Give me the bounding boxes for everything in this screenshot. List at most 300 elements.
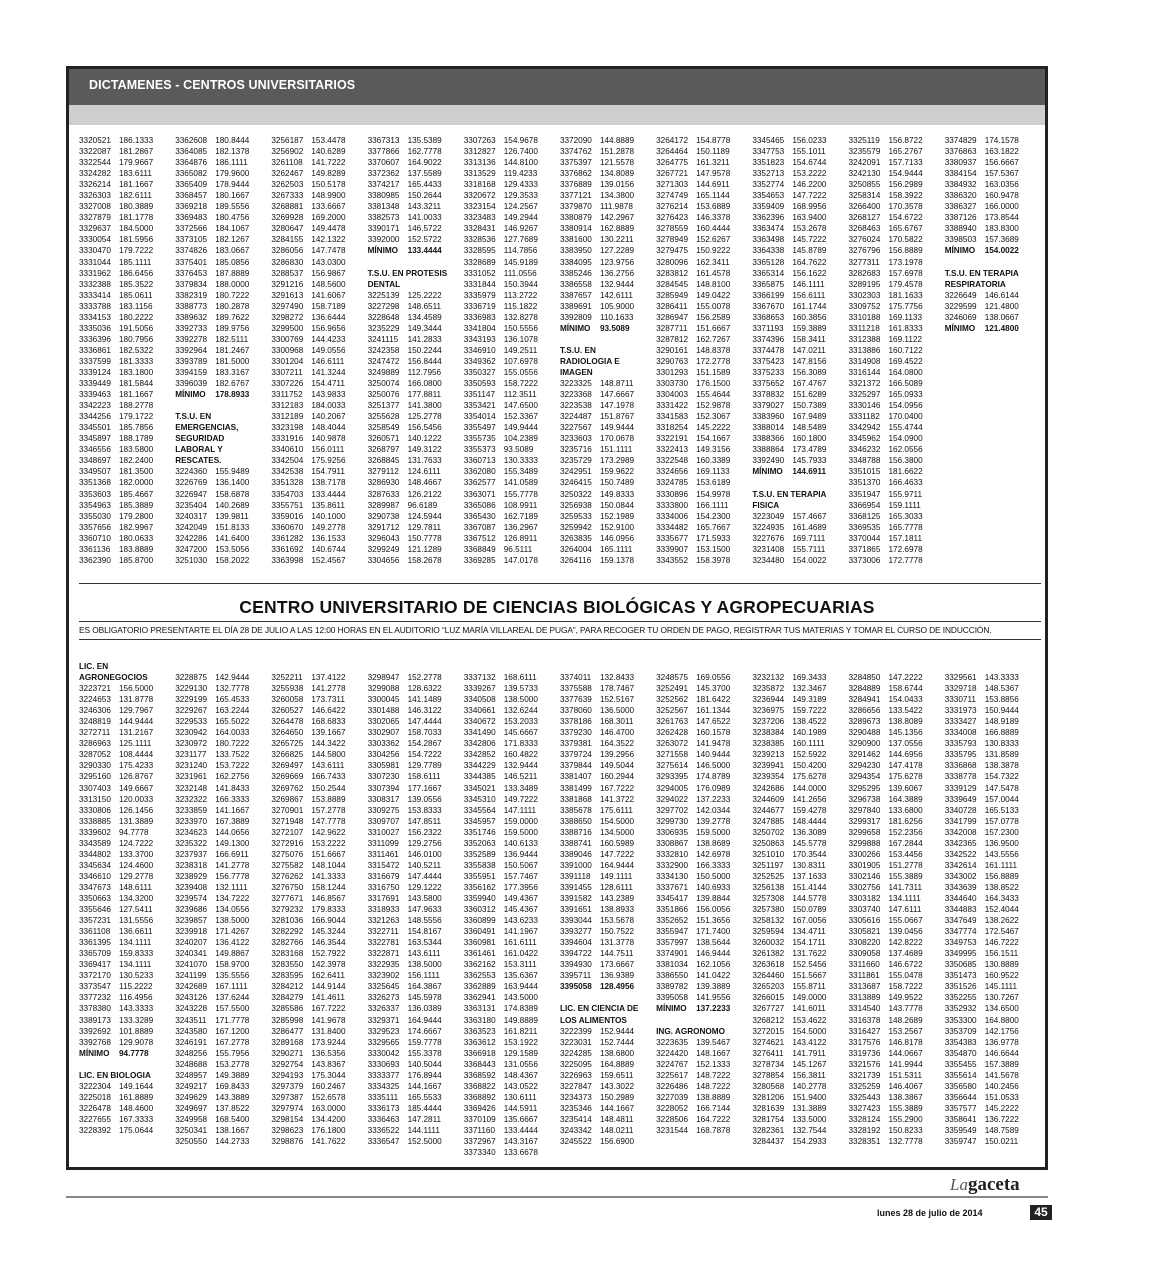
applicant-id: 3389173 <box>79 1015 111 1025</box>
score: 153.8856 <box>984 695 1019 705</box>
score: 153.2678 <box>792 224 827 234</box>
result-row <box>656 771 752 782</box>
applicant-id: 3264116 <box>559 555 592 565</box>
applicant-id: 3278854 <box>752 1070 785 1080</box>
applicant-id: 3360981 <box>463 938 496 948</box>
applicant-id: 3351370 <box>848 478 881 488</box>
score: 123.9756 <box>599 257 635 267</box>
result-row <box>560 937 656 948</box>
applicant-id: 3340661 <box>463 706 496 716</box>
score: 155.7778 <box>503 489 538 499</box>
result-row <box>175 959 271 970</box>
applicant-id: 3247200 <box>175 544 208 554</box>
score: 146.6111 <box>311 356 345 366</box>
applicant-id: 3284545 <box>656 279 688 289</box>
score: 165.3033 <box>888 511 923 521</box>
applicant-id: 3347753 <box>752 147 785 157</box>
applicant-id: 3263072 <box>656 739 688 749</box>
applicant-id: 3248957 <box>175 1070 208 1080</box>
result-row <box>271 378 367 389</box>
score: 162.8889 <box>599 224 635 234</box>
score: 147.0211 <box>792 345 826 355</box>
applicant-id: 3228648 <box>367 312 400 322</box>
score: 181.3333 <box>119 356 154 366</box>
score: 138.7178 <box>311 478 346 488</box>
result-row <box>560 223 656 234</box>
result-row <box>560 1026 656 1037</box>
score: 181.6256 <box>888 816 923 826</box>
score: 160.3389 <box>696 456 731 466</box>
result-row <box>175 705 271 716</box>
cu-title: CENTRO UNIVERSITARIO DE CIENCIAS BIOLÓGICAS Y AGROPECUARIAS <box>239 597 875 617</box>
result-row <box>271 1114 367 1125</box>
score: 160.4444 <box>696 224 731 234</box>
score: 144.0000 <box>792 783 827 793</box>
applicant-id: 3323198 <box>271 423 304 433</box>
result-row <box>752 981 848 992</box>
score: 138.2622 <box>984 916 1019 926</box>
score: 164.0033 <box>215 728 250 738</box>
result-row <box>271 771 367 782</box>
score: 155.7956 <box>215 1048 250 1058</box>
result-row <box>271 760 367 771</box>
score: 146.6722 <box>888 960 923 970</box>
score: 130.3333 <box>503 456 538 466</box>
result-row <box>560 477 656 488</box>
result-row <box>464 882 560 893</box>
applicant-id: 3279112 <box>367 467 399 477</box>
score: 151.5667 <box>792 971 827 981</box>
score: 111.0556 <box>503 268 537 278</box>
applicant-id: 3336522 <box>367 1125 400 1135</box>
result-row <box>464 871 560 882</box>
result-row <box>368 477 464 488</box>
score: 152.5456 <box>792 960 827 970</box>
applicant-id: 3307211 <box>271 367 303 377</box>
program-name: SEGURIDAD <box>175 434 225 444</box>
applicant-id: 3311461 <box>367 849 399 859</box>
score: 134.5000 <box>599 827 635 837</box>
result-row <box>79 926 175 937</box>
applicant-id: 3391000 <box>559 860 592 870</box>
score: 121.4800 <box>984 301 1019 311</box>
result-row <box>175 555 271 566</box>
result-row <box>656 466 752 477</box>
applicant-id: 3334008 <box>944 728 977 738</box>
applicant-id: 3334325 <box>367 1081 400 1091</box>
result-row <box>752 367 848 378</box>
result-row <box>656 1059 752 1070</box>
applicant-id: 3362941 <box>463 993 496 1003</box>
result-row <box>368 212 464 223</box>
score: 148.8100 <box>696 279 731 289</box>
applicant-id: 3250322 <box>559 489 592 499</box>
score: 154.2300 <box>696 511 731 521</box>
score: 135.6667 <box>503 1114 538 1124</box>
result-row <box>271 268 367 279</box>
result-row <box>945 992 1041 1003</box>
applicant-id: 3341490 <box>463 728 496 738</box>
result-row <box>849 1136 945 1147</box>
applicant-id: 3355614 <box>944 1070 977 1080</box>
score: 140.2067 <box>311 412 346 422</box>
results-column <box>464 135 560 575</box>
score: 105.9000 <box>599 301 635 311</box>
results-column <box>752 661 848 1161</box>
applicant-id: 3387126 <box>944 213 977 223</box>
applicant-id: 3231408 <box>752 544 785 554</box>
applicant-id: 3368592 <box>463 1070 496 1080</box>
result-row <box>560 511 656 522</box>
score: 141.1667 <box>215 805 250 815</box>
score: 148.4811 <box>599 1114 634 1124</box>
applicant-id: 3226478 <box>79 1103 111 1113</box>
score: 147.7222 <box>599 849 635 859</box>
result-row <box>464 1136 560 1147</box>
applicant-id: 3238384 <box>752 728 785 738</box>
result-row <box>752 179 848 190</box>
result-row <box>175 1059 271 1070</box>
score: 147.6111 <box>888 905 922 915</box>
applicant-id: 3305821 <box>848 927 881 937</box>
score: 172.6978 <box>888 544 923 554</box>
score: 162.7267 <box>696 334 731 344</box>
score: 167.1111 <box>215 982 248 992</box>
score: 132.1111 <box>215 882 248 892</box>
applicant-id: 3226769 <box>175 478 208 488</box>
score: 179.1722 <box>119 412 154 422</box>
applicant-id: 3258132 <box>752 916 785 926</box>
score: 185.8700 <box>119 555 154 565</box>
result-row <box>752 1136 848 1147</box>
result-row <box>175 948 271 959</box>
score: 93.5089 <box>599 323 630 333</box>
applicant-id: 3232322 <box>175 794 208 804</box>
result-row <box>945 1136 1041 1147</box>
applicant-id: 3350327 <box>463 367 496 377</box>
result-row <box>752 694 848 705</box>
applicant-id: 3338885 <box>79 816 111 826</box>
result-row <box>464 1015 560 1026</box>
score: 162.1056 <box>696 960 731 970</box>
score: 152.5000 <box>407 1137 442 1147</box>
result-row <box>271 135 367 146</box>
score: 145.1356 <box>888 728 923 738</box>
result-row <box>271 400 367 411</box>
result-row <box>464 1081 560 1092</box>
result-row <box>464 378 560 389</box>
score: 161.8211 <box>503 1026 538 1036</box>
score: 155.0667 <box>888 916 923 926</box>
applicant-id: 3386558 <box>559 279 592 289</box>
applicant-id: 3270901 <box>271 805 304 815</box>
score: 175.0644 <box>119 1125 154 1135</box>
applicant-id: 3392809 <box>559 312 592 322</box>
score: 183.1800 <box>119 367 154 377</box>
result-row <box>464 245 560 256</box>
score: 129.9078 <box>119 1037 154 1047</box>
applicant-id: 3312189 <box>271 412 304 422</box>
applicant-id: MÍNIMO <box>944 246 976 256</box>
result-row <box>464 257 560 268</box>
result-row <box>849 400 945 411</box>
result-row <box>464 1125 560 1136</box>
result-row <box>175 245 271 256</box>
applicant-id: 3226947 <box>175 489 208 499</box>
score: 143.6111 <box>407 949 441 959</box>
score: 153.4622 <box>792 1015 827 1025</box>
score: 144.6911 <box>792 467 827 477</box>
result-row <box>79 1059 175 1070</box>
score: 149.0422 <box>696 290 731 300</box>
score: 138.5644 <box>696 938 731 948</box>
result-row <box>656 444 752 455</box>
applicant-id: 3311218 <box>848 323 880 333</box>
applicant-id: 3264775 <box>656 158 688 168</box>
result-row <box>849 323 945 334</box>
result-row <box>368 489 464 500</box>
applicant-id: 3356580 <box>944 1081 977 1091</box>
result-row <box>79 135 175 146</box>
applicant-id: 3278559 <box>656 224 688 234</box>
applicant-id: 3263835 <box>559 533 592 543</box>
applicant-id: 3291216 <box>271 279 304 289</box>
result-row <box>656 489 752 500</box>
applicant-id: 3342852 <box>463 750 496 760</box>
score: 189.7622 <box>215 312 250 322</box>
applicant-id: 3243342 <box>559 1125 592 1135</box>
score: 159.5000 <box>696 827 731 837</box>
result-row <box>945 290 1041 301</box>
result-row <box>849 794 945 805</box>
score: 143.3333 <box>119 1004 154 1014</box>
result-row <box>560 500 656 511</box>
result-row <box>752 522 848 533</box>
score: 170.5822 <box>888 235 923 245</box>
score: 182.2400 <box>119 456 154 466</box>
applicant-id: 3255938 <box>271 684 304 694</box>
score: 152.2778 <box>407 673 442 683</box>
result-row <box>175 860 271 871</box>
applicant-id: 3299730 <box>656 816 688 826</box>
result-row <box>79 201 175 212</box>
result-row <box>175 661 271 672</box>
score: 151.1589 <box>696 367 731 377</box>
applicant-id: 3323154 <box>463 202 496 212</box>
result-row <box>368 926 464 937</box>
score: 96.6189 <box>407 500 438 510</box>
score: 124.6111 <box>407 467 441 477</box>
results-column <box>656 661 752 1161</box>
applicant-id: 3353709 <box>944 1026 977 1036</box>
applicant-id: 3386550 <box>656 971 688 981</box>
score: 136.1533 <box>311 533 346 543</box>
applicant-id: 3229199 <box>175 695 208 705</box>
result-row <box>271 926 367 937</box>
result-row <box>464 544 560 555</box>
applicant-id: 3269669 <box>271 772 304 782</box>
score: 164.3433 <box>984 893 1019 903</box>
score: 163.5344 <box>407 938 442 948</box>
score: 147.5478 <box>984 783 1019 793</box>
program-label <box>175 433 271 444</box>
applicant-id: 3381600 <box>559 235 592 245</box>
applicant-id: 3319736 <box>848 1048 881 1058</box>
score: 141.3333 <box>311 871 346 881</box>
score: 149.9522 <box>888 993 923 1003</box>
result-row <box>271 1070 367 1081</box>
result-row <box>752 948 848 959</box>
score: 169.8433 <box>215 1081 250 1091</box>
result-row <box>945 749 1041 760</box>
applicant-id: 3329561 <box>944 673 977 683</box>
result-row <box>849 849 945 860</box>
applicant-id: 3229533 <box>175 717 208 727</box>
result-row <box>945 1092 1041 1103</box>
score: 154.0956 <box>888 401 923 411</box>
score: 146.2200 <box>792 180 827 190</box>
score: 149.8289 <box>311 169 346 179</box>
result-row <box>945 705 1041 716</box>
score: 157.7467 <box>503 871 538 881</box>
score: 152.6267 <box>696 235 731 245</box>
score: 180.1667 <box>215 191 250 201</box>
result-row <box>849 146 945 157</box>
result-row <box>464 760 560 771</box>
applicant-id: 3394722 <box>559 949 592 959</box>
applicant-id: 3331044 <box>79 257 111 267</box>
result-row <box>945 794 1041 805</box>
result-row <box>656 323 752 334</box>
program-label <box>79 672 175 683</box>
result-row <box>271 245 367 256</box>
result-row <box>175 805 271 816</box>
applicant-id: 3290763 <box>656 356 688 366</box>
score: 133.3489 <box>503 783 538 793</box>
applicant-id: 3348697 <box>79 456 111 466</box>
applicant-id: 3342538 <box>271 467 304 477</box>
result-row <box>849 926 945 937</box>
score: 129.1222 <box>407 882 442 892</box>
applicant-id: 3228875 <box>175 673 208 683</box>
score: 138.6800 <box>599 1048 635 1058</box>
score: 174.8789 <box>696 772 731 782</box>
applicant-id: 3335677 <box>656 533 688 543</box>
applicant-id: 3328351 <box>848 1137 881 1147</box>
result-row <box>79 301 175 312</box>
result-row <box>79 992 175 1003</box>
result-row <box>464 345 560 356</box>
applicant-id: 3276411 <box>752 1048 784 1058</box>
applicant-id: 3249217 <box>175 1081 208 1091</box>
program-name: LIC. EN <box>79 662 109 671</box>
applicant-id: 3257308 <box>752 893 785 903</box>
result-row <box>849 760 945 771</box>
score: 166.7433 <box>311 772 346 782</box>
result-row <box>464 168 560 179</box>
result-row <box>271 1081 367 1092</box>
score: 146.5211 <box>503 772 538 782</box>
score: 150.2544 <box>311 783 346 793</box>
applicant-id: 3361108 <box>79 927 111 937</box>
applicant-id: 3301293 <box>656 367 688 377</box>
score: 132.8278 <box>503 312 538 322</box>
result-row <box>271 683 367 694</box>
result-row <box>271 334 367 345</box>
score: 94.7778 <box>119 827 149 837</box>
result-row <box>849 345 945 356</box>
score: 136.2756 <box>599 268 635 278</box>
result-row <box>464 705 560 716</box>
applicant-id: 3394604 <box>559 938 592 948</box>
score: 161.0422 <box>503 949 538 959</box>
score: 169.1122 <box>888 334 923 344</box>
applicant-id: 3345310 <box>463 794 496 804</box>
result-row <box>752 301 848 312</box>
applicant-id: 3272107 <box>271 827 304 837</box>
applicant-id: 3276214 <box>656 202 688 212</box>
score: 159.7778 <box>407 1037 442 1047</box>
applicant-id: 3330146 <box>848 401 881 411</box>
score: 133.3289 <box>119 1015 154 1025</box>
score: 139.0556 <box>407 794 442 804</box>
applicant-id: 3375401 <box>175 257 208 267</box>
applicant-id: 3370109 <box>463 1114 496 1124</box>
score: 149.3122 <box>407 445 442 455</box>
result-row <box>271 1026 367 1037</box>
score: 154.2867 <box>407 739 442 749</box>
score: 172.5467 <box>984 927 1019 937</box>
score: 147.6500 <box>503 401 538 411</box>
result-row <box>271 444 367 455</box>
score: 141.0033 <box>407 213 442 223</box>
applicant-id: 3282292 <box>271 927 304 937</box>
applicant-id: 3269928 <box>271 213 304 223</box>
score: 152.9444 <box>599 1026 635 1036</box>
applicant-id: 3260032 <box>752 938 785 948</box>
result-row <box>849 1092 945 1103</box>
applicant-id: 3349753 <box>944 938 977 948</box>
applicant-id: 3336983 <box>463 312 496 322</box>
applicant-id: 3238385 <box>752 739 785 749</box>
score: 138.8522 <box>984 882 1019 892</box>
result-row <box>79 312 175 323</box>
score: 125.2222 <box>407 290 442 300</box>
applicant-id: 3355497 <box>463 423 496 433</box>
results-column <box>271 135 367 575</box>
header-underline-band <box>69 105 1045 125</box>
score: 155.3378 <box>407 1048 442 1058</box>
result-row <box>79 882 175 893</box>
applicant-id: 3238318 <box>175 860 208 870</box>
result-row <box>271 257 367 268</box>
score: 134.8089 <box>599 169 635 179</box>
program-label <box>79 1070 175 1081</box>
applicant-id: 3293395 <box>656 772 688 782</box>
score: 155.3889 <box>888 1103 923 1113</box>
result-row <box>271 522 367 533</box>
score: 150.4200 <box>792 761 827 771</box>
score: 136.9778 <box>984 1037 1019 1047</box>
score: 138.8933 <box>599 905 635 915</box>
score: 158.7222 <box>503 379 538 389</box>
score: 174.6667 <box>407 1026 442 1036</box>
program-name: T.S.U. EN <box>559 345 596 355</box>
applicant-id: 3388014 <box>752 423 785 433</box>
result-row <box>945 893 1041 904</box>
result-row <box>368 893 464 904</box>
applicant-id: 3281206 <box>752 1092 785 1102</box>
